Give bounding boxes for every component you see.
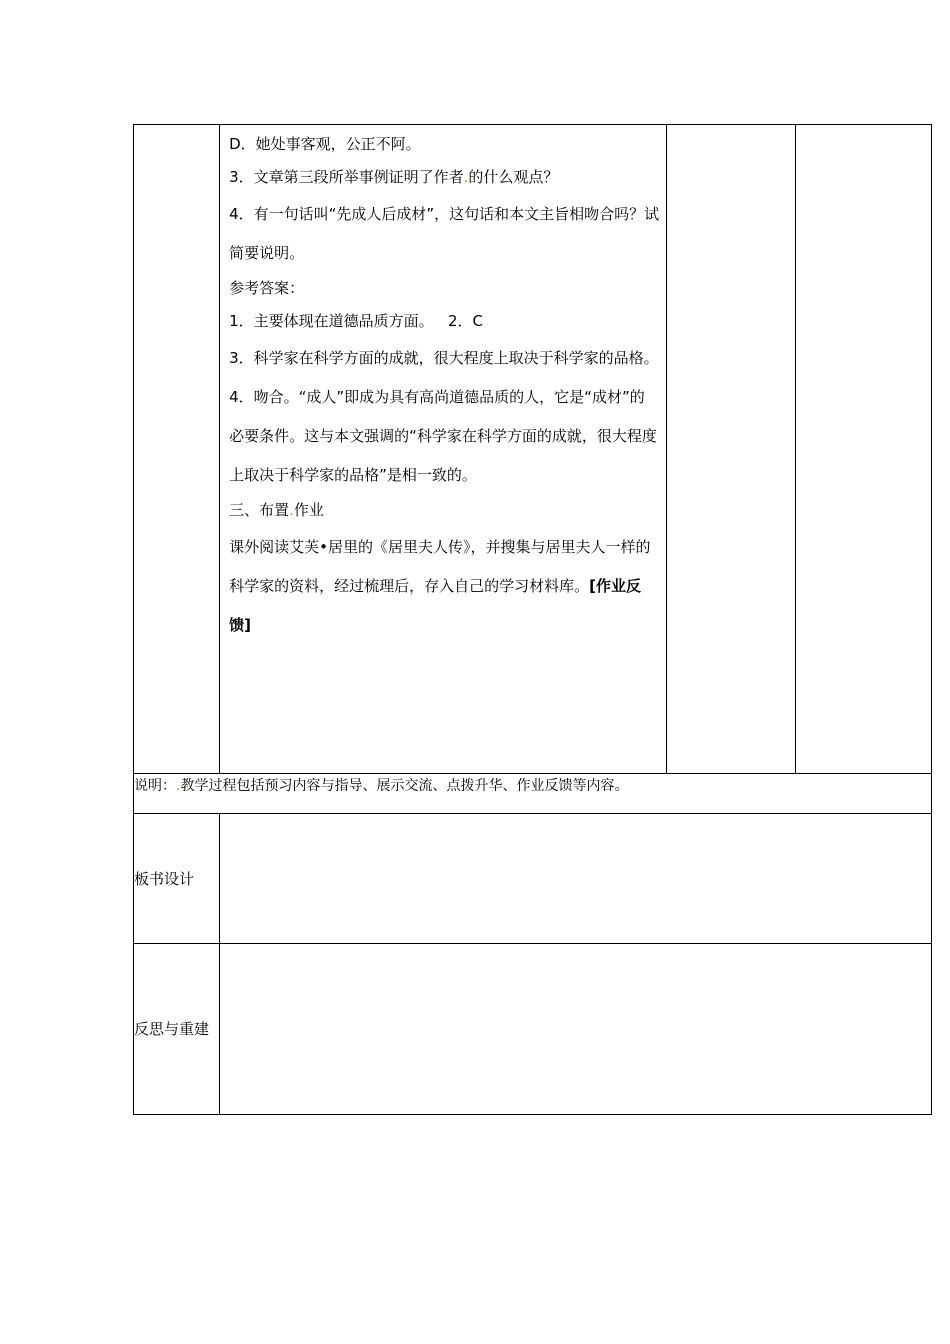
mark-dot: . <box>176 778 181 794</box>
note-cell <box>134 774 932 814</box>
homework-heading <box>229 495 660 528</box>
homework-feedback-label: [作业反馈] <box>229 577 641 634</box>
blank-col4-cell <box>795 125 931 774</box>
lesson-plan-table <box>133 124 932 1115</box>
blank-left-cell <box>134 125 220 774</box>
answer-1-2: 1．主要体现在道德品质方面。 2．C <box>229 312 483 330</box>
homework-text: 课外阅读艾芙•居里的《居里夫人传》，并搜集与居里夫人一样的科学家的资料，经过梳理后，存入自己的学习材料库。 <box>229 538 651 595</box>
question-3-line <box>229 162 660 195</box>
board-design-row <box>134 814 932 944</box>
answer-3-paragraph: 3．科学家在科学方面的成就，很大程度上取决于科学家的品格。 <box>229 349 659 367</box>
homework-heading-a: 三、布置 <box>229 501 290 519</box>
question-4-paragraph: 4．有一句话叫“先成人后成材”，这句话和本文主旨相吻合吗？试简要说明。 <box>229 205 660 262</box>
mark-dot: . <box>289 501 294 519</box>
option-d-line: D．她处事客观，公正不阿。 <box>229 135 421 153</box>
answer-4-paragraph: 4．吻合。“成人”即成为具有高尚道德品质的人，它是“成材”的必要条件。这与本文强调的“科学家在科学方面的成就，很大程度上取决于科学家的品格”是相一致的。 <box>229 388 657 484</box>
reflection-label: 反思与重建 <box>134 944 220 1115</box>
note-text: 教学过程包括预习内容与指导、展示交流、点拨升华、作业反馈等内容。 <box>180 778 629 794</box>
note-prefix: 说明： <box>134 778 176 794</box>
note-row <box>134 774 932 814</box>
blank-col3-cell <box>666 125 795 774</box>
homework-paragraph <box>229 528 660 645</box>
reflection-area <box>220 944 932 1115</box>
homework-heading-b: 作业 <box>293 501 324 519</box>
question-3-text-b: 的什么观点？ <box>468 168 559 186</box>
board-design-label: 板书设计 <box>134 814 220 944</box>
content-cell <box>220 125 667 774</box>
reflection-row <box>134 944 932 1115</box>
board-design-area <box>220 814 932 944</box>
answer-heading: 参考答案： <box>229 279 305 297</box>
question-3-text-a: 3．文章第三段所举事例证明了作者 <box>229 168 464 186</box>
teaching-process-row <box>134 125 932 774</box>
mark-dot: . <box>463 168 469 186</box>
